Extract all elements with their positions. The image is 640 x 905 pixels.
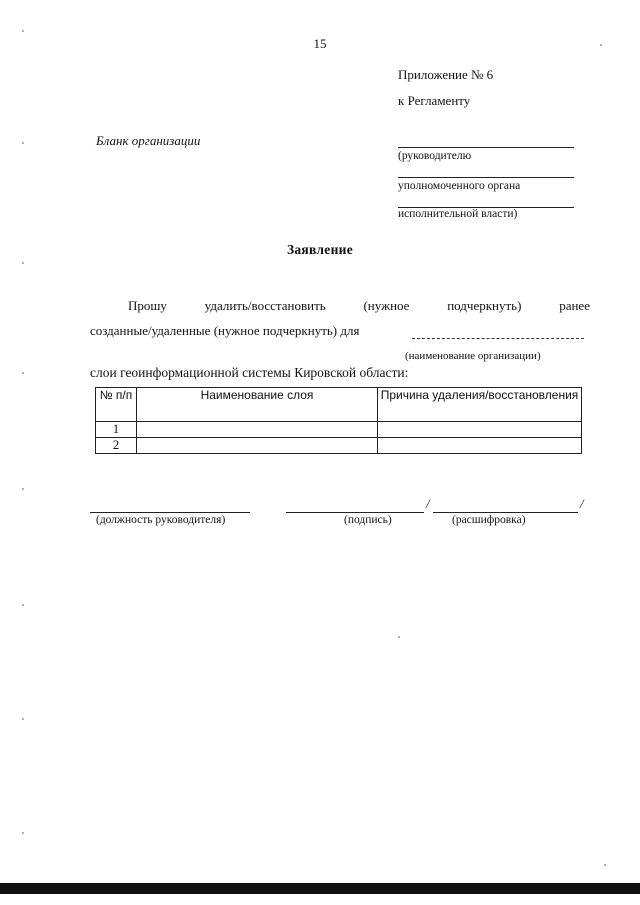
scan-speck bbox=[22, 604, 24, 606]
regulation-reference: к Регламенту bbox=[398, 93, 471, 108]
addressee-fill-line bbox=[398, 177, 574, 178]
position-caption: (должность руководителя) bbox=[96, 514, 226, 526]
table-row bbox=[96, 438, 582, 454]
header-reason: Причина удаления/восстановления bbox=[378, 388, 582, 422]
header-layer-name: Наименование слоя bbox=[137, 388, 378, 422]
request-line-1 bbox=[90, 298, 590, 314]
request-word: ранее bbox=[559, 298, 590, 313]
request-word: удалить/восстановить bbox=[204, 298, 326, 313]
layer-name-cell[interactable] bbox=[137, 438, 378, 454]
page-number: 15 bbox=[313, 36, 327, 51]
request-line-2: созданные/удаленные (нужное подчеркнуть) для bbox=[90, 323, 360, 338]
layers-table bbox=[95, 387, 582, 454]
reason-cell[interactable] bbox=[378, 422, 582, 438]
row-number: 1 bbox=[96, 422, 137, 438]
row-number: 2 bbox=[96, 438, 137, 454]
signature-caption: (подпись) bbox=[344, 514, 392, 526]
scan-speck bbox=[22, 488, 24, 490]
request-word: подчеркнуть) bbox=[447, 298, 522, 313]
request-word: (нужное bbox=[363, 298, 410, 313]
request-line-3: слои геоинформационной системы Кировской области: bbox=[90, 365, 409, 380]
request-word: Прошу bbox=[128, 298, 167, 313]
layer-name-cell[interactable] bbox=[137, 422, 378, 438]
addressee-fill-line bbox=[398, 147, 574, 148]
addressee-line-1: (руководителю bbox=[398, 150, 472, 162]
signature-fill-line[interactable] bbox=[286, 512, 424, 513]
scan-speck bbox=[604, 864, 606, 866]
transcript-caption: (расшифровка) bbox=[452, 514, 526, 526]
organization-form-label: Бланк организации bbox=[96, 133, 201, 148]
scan-speck bbox=[398, 636, 400, 638]
organization-name-field[interactable] bbox=[412, 338, 584, 339]
organization-name-caption: (наименование организации) bbox=[405, 350, 541, 362]
scan-speck bbox=[22, 30, 24, 32]
scan-speck bbox=[600, 44, 602, 46]
scan-speck bbox=[22, 718, 24, 720]
scan-bottom-edge bbox=[0, 883, 640, 894]
transcript-fill-line[interactable] bbox=[433, 512, 578, 513]
appendix-title: Приложение № 6 bbox=[398, 67, 494, 82]
addressee-line-2: уполномоченного органа bbox=[398, 180, 521, 192]
reason-cell[interactable] bbox=[378, 438, 582, 454]
table-row bbox=[96, 422, 582, 438]
transcript-slash: / bbox=[580, 496, 584, 511]
signature-slash: / bbox=[426, 496, 430, 511]
table-header-row bbox=[96, 388, 582, 422]
addressee-line-3: исполнительной власти) bbox=[398, 208, 518, 220]
scan-speck bbox=[22, 262, 24, 264]
scan-speck bbox=[22, 372, 24, 374]
scan-speck bbox=[22, 832, 24, 834]
position-fill-line[interactable] bbox=[90, 512, 250, 513]
document-heading: Заявление bbox=[286, 242, 354, 257]
scan-speck bbox=[22, 142, 24, 144]
header-number: № п/п bbox=[96, 388, 137, 422]
